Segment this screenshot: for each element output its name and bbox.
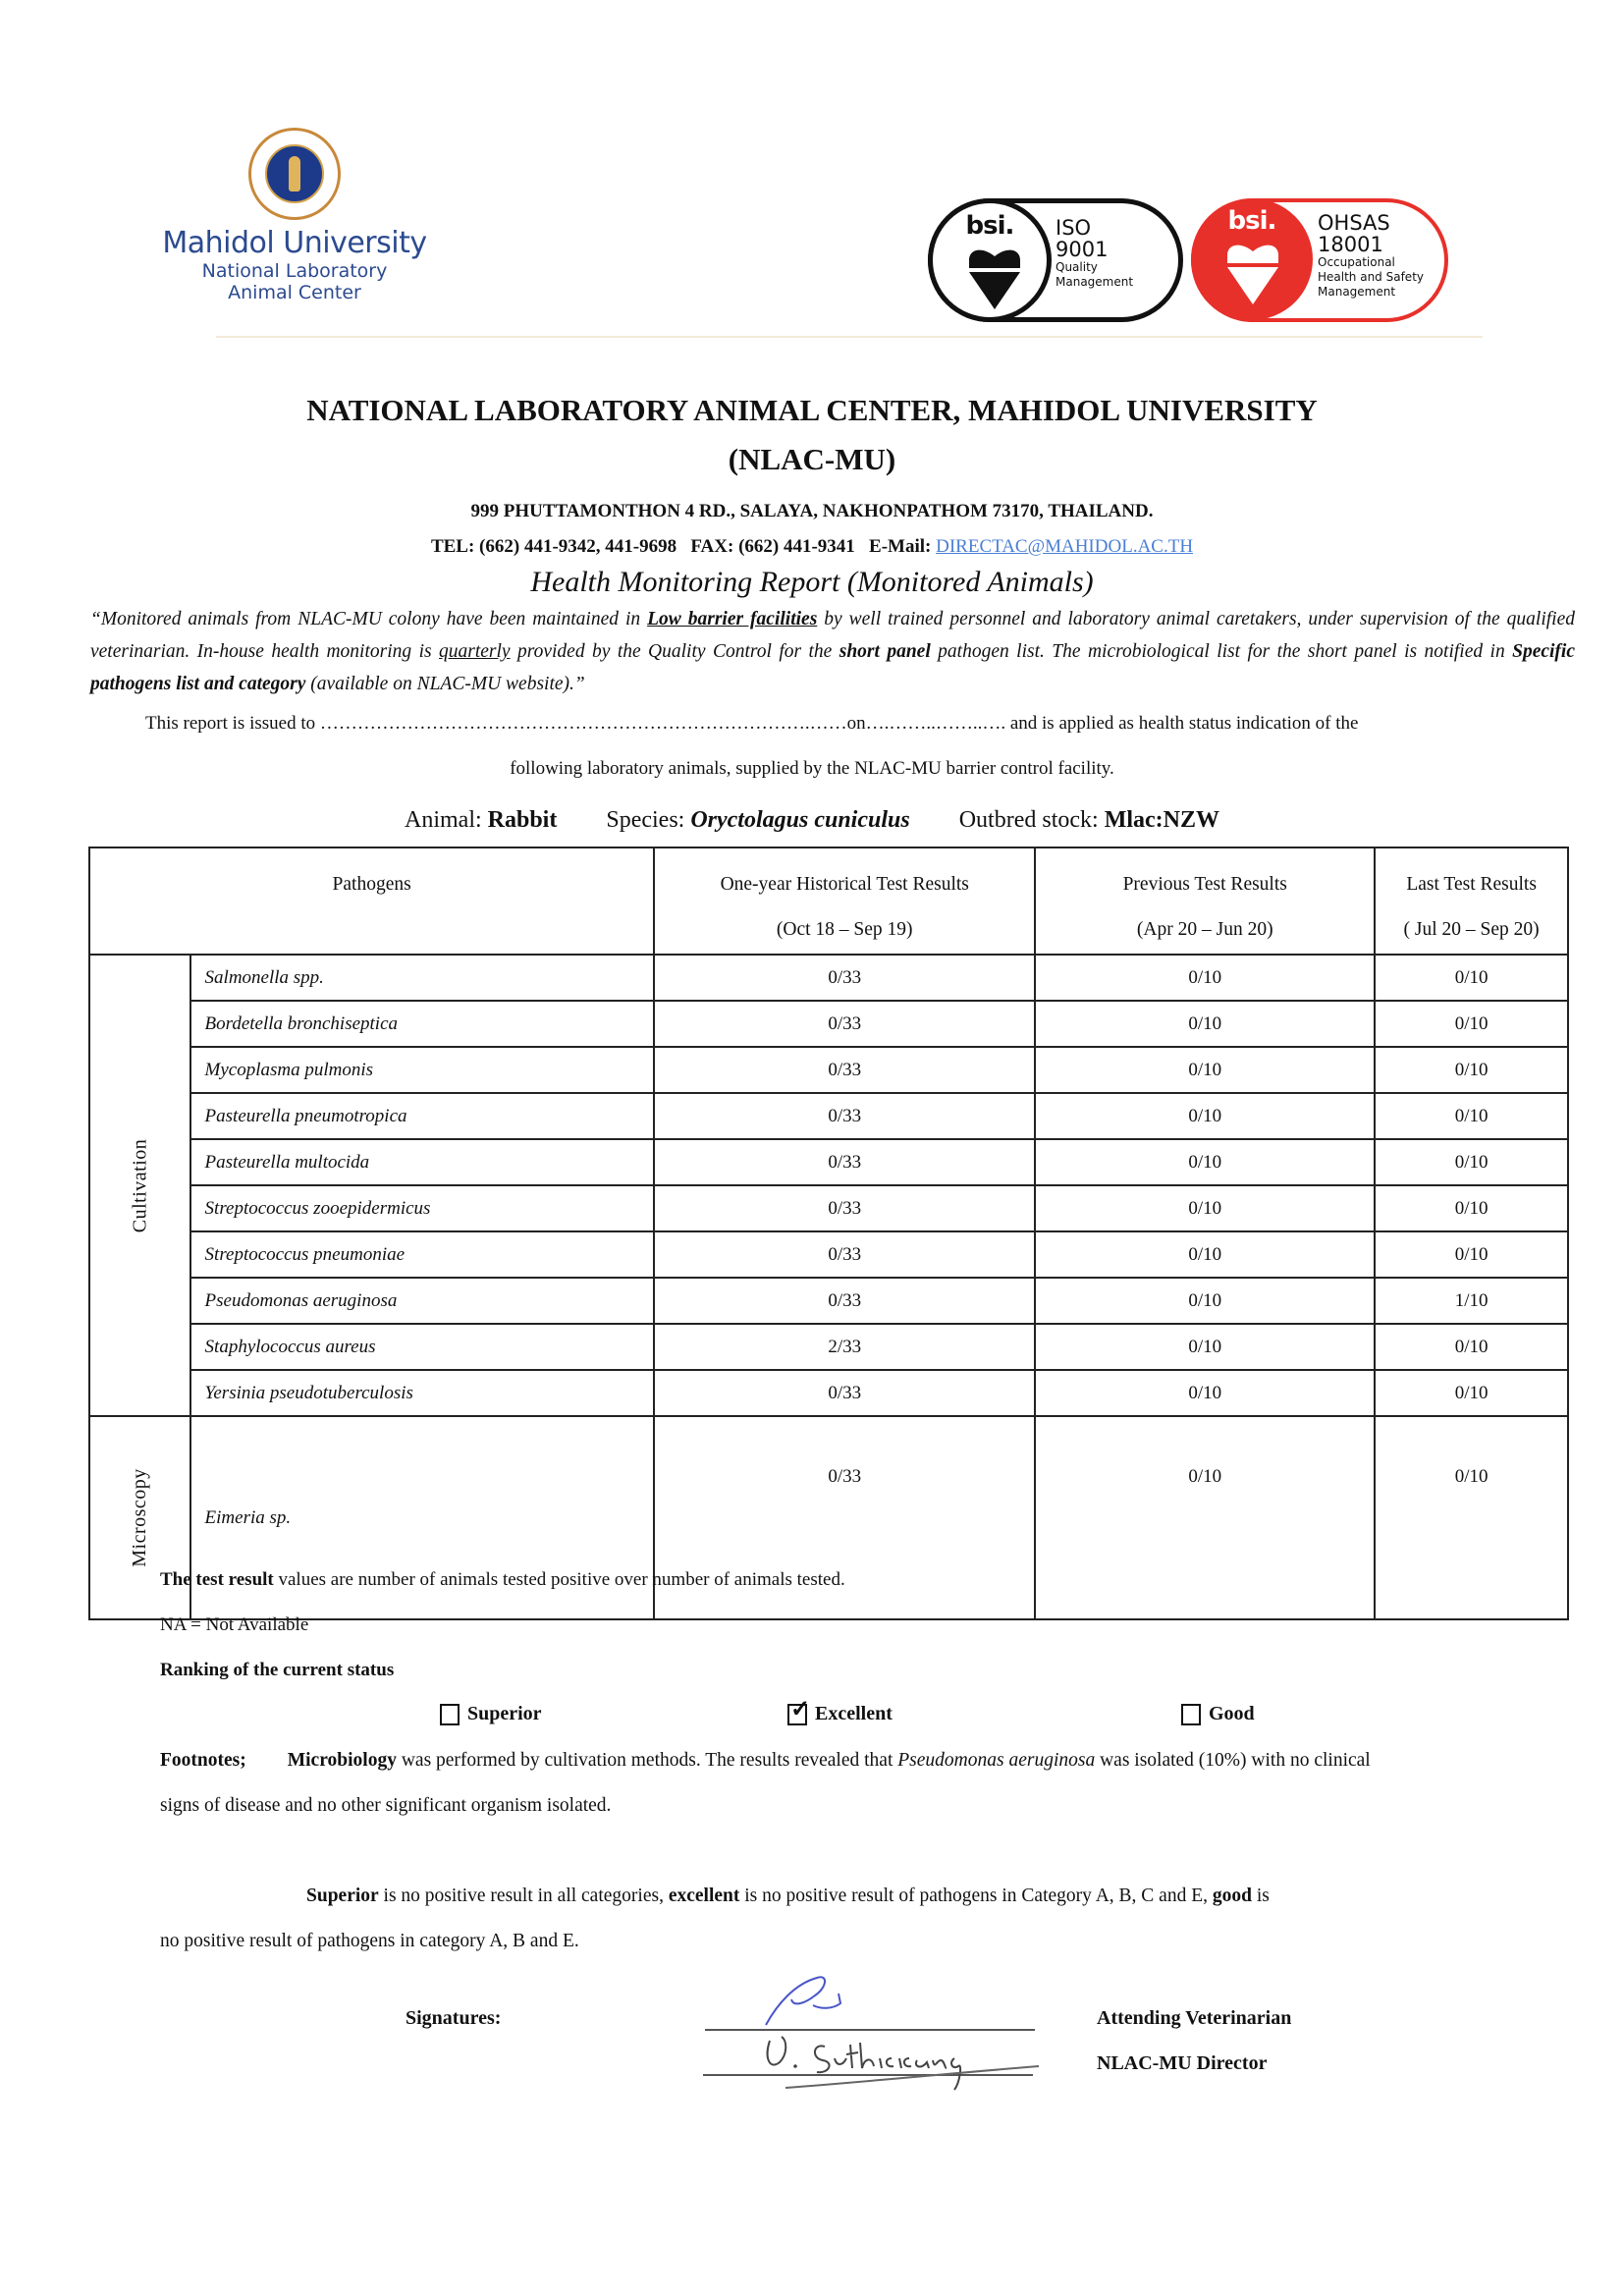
historical-result: 0/33 <box>654 1278 1035 1324</box>
previous-result: 0/10 <box>1035 1278 1375 1324</box>
table-row <box>89 1047 1568 1093</box>
issued-to-line: This report is issued to …………………………………………………………………….……on….……..……..…. and is applied as health status indication of the <box>145 713 1359 734</box>
last-result: 0/10 <box>1375 1231 1568 1278</box>
org-title: NATIONAL LABORATORY ANIMAL CENTER, MAHIDOL UNIVERSITY <box>306 393 1318 427</box>
intro-text: by well trained personnel and laboratory animal caretakers, under supervision of the qualified veterinarian. In-house health monitoring is <box>90 609 1575 662</box>
signature-role-veterinarian: Attending Veterinarian <box>1097 2007 1292 2029</box>
ranking-definitions: Superior is no positive result in all categories, excellent is no positive result of pathogens in Category A, B, C and E, good is <box>306 1886 1270 1906</box>
ranking-superior-checkbox[interactable] <box>440 1703 542 1725</box>
last-result: 0/10 <box>1375 1093 1568 1139</box>
issued-following-line: following laboratory animals, supplied by the NLAC-MU barrier control facility. <box>510 758 1114 779</box>
bsi-brand: bsi. <box>1227 206 1276 236</box>
historical-result: 0/33 <box>654 1001 1035 1047</box>
ohsas-standard: OHSAS <box>1318 211 1390 235</box>
checkbox-checked-icon: ✓ <box>787 1704 807 1725</box>
last-result: 0/10 <box>1375 1185 1568 1231</box>
bsi-brand: bsi. <box>965 211 1014 241</box>
org-abbreviation: (NLAC-MU) <box>728 442 896 476</box>
pathogen-name: Bordetella bronchiseptica <box>190 1001 655 1047</box>
stock-value: Mlac:NZW <box>1104 807 1219 833</box>
intro-frequency: quarterly <box>439 641 511 662</box>
previous-result: 0/10 <box>1035 1416 1375 1619</box>
last-result: 0/10 <box>1375 1139 1568 1185</box>
species-label: Species: <box>606 807 691 833</box>
stock-label: Outbred stock: <box>958 807 1105 833</box>
iso-desc-1: Quality <box>1056 260 1098 274</box>
pathogen-name: Eimeria sp. <box>190 1416 655 1619</box>
report-title: Health Monitoring Report (Monitored Animals) <box>530 566 1094 598</box>
signature-role-director: NLAC-MU Director <box>1097 2052 1268 2074</box>
last-result: 0/10 <box>1375 1370 1568 1416</box>
historical-result: 0/33 <box>654 1231 1035 1278</box>
iso-standard: ISO <box>1056 216 1092 240</box>
previous-result: 0/10 <box>1035 1231 1375 1278</box>
checkbox-empty-icon <box>1181 1704 1201 1725</box>
intro-text: (available on NLAC-MU website).” <box>305 674 585 694</box>
test-results-table <box>88 847 1569 1620</box>
intro-list-name: Specific pathogens list and category <box>90 641 1575 694</box>
previous-result: 0/10 <box>1035 1324 1375 1370</box>
email-link[interactable]: DIRECTAC@MAHIDOL.AC.TH <box>936 536 1194 557</box>
previous-result: 0/10 <box>1035 1185 1375 1231</box>
last-result: 0/10 <box>1375 1416 1568 1619</box>
contact-numbers: TEL: (662) 441-9342, 441-9698 FAX: (662) 441-9341 E-Mail: <box>430 536 937 557</box>
pathogen-name: Pseudomonas aeruginosa <box>190 1278 655 1324</box>
ohsas-desc-1: Occupational <box>1318 255 1395 269</box>
university-name: Mahidol University <box>162 226 427 260</box>
previous-result: 0/10 <box>1035 955 1375 1001</box>
last-result: 1/10 <box>1375 1278 1568 1324</box>
ohsas-desc-2: Health and Safety <box>1318 270 1424 284</box>
table-row <box>89 1370 1568 1416</box>
historical-result: 0/33 <box>654 1185 1035 1231</box>
ranking-label: Excellent <box>815 1703 893 1724</box>
na-note: NA = Not Available <box>160 1614 309 1635</box>
intro-text: pathogen list. The microbiological list for the short panel is notified in <box>930 641 1513 662</box>
center-name-line1: National Laboratory <box>201 260 388 282</box>
table-row <box>89 1139 1568 1185</box>
category-cultivation: Cultivation <box>89 955 190 1416</box>
header-historical: One-year Historical Test Results (Oct 18 – Sep 19) <box>654 847 1035 955</box>
table-row <box>89 1001 1568 1047</box>
pathogen-name: Pasteurella pneumotropica <box>190 1093 655 1139</box>
species-value: Oryctolagus cuniculus <box>690 807 910 833</box>
historical-result: 0/33 <box>654 1416 1035 1619</box>
table-row <box>89 1324 1568 1370</box>
handwritten-signature <box>727 1964 1060 2092</box>
pathogen-name: Salmonella spp. <box>190 955 655 1001</box>
pathogen-name: Yersinia pseudotuberculosis <box>190 1370 655 1416</box>
intro-paragraph <box>90 603 1575 700</box>
last-result: 0/10 <box>1375 1001 1568 1047</box>
bsi-kitemark-icon <box>965 246 1024 311</box>
last-result: 0/10 <box>1375 1047 1568 1093</box>
table-row <box>89 955 1568 1001</box>
historical-result: 2/33 <box>654 1324 1035 1370</box>
historical-result: 0/33 <box>654 1370 1035 1416</box>
table-row <box>89 1231 1568 1278</box>
historical-result: 0/33 <box>654 1047 1035 1093</box>
pathogen-name: Pasteurella multocida <box>190 1139 655 1185</box>
intro-text: “Monitored animals from NLAC-MU colony have been maintained in <box>90 609 648 629</box>
org-contact <box>0 536 1624 558</box>
historical-result: 0/33 <box>654 1139 1035 1185</box>
previous-result: 0/10 <box>1035 1139 1375 1185</box>
ohsas-18001-badge <box>1191 198 1448 322</box>
table-row <box>89 1185 1568 1231</box>
animal-label: Animal: <box>405 807 488 833</box>
previous-result: 0/10 <box>1035 1370 1375 1416</box>
bsi-kitemark-icon <box>1223 242 1282 306</box>
footnotes-line2: signs of disease and no other significant organism isolated. <box>160 1795 612 1816</box>
iso-desc-2: Management <box>1056 275 1134 289</box>
table-row <box>89 1278 1568 1324</box>
previous-result: 0/10 <box>1035 1001 1375 1047</box>
iso-number: 9001 <box>1056 238 1109 261</box>
mahidol-university-logo <box>147 128 442 303</box>
animal-info <box>0 807 1624 834</box>
pathogen-name: Staphylococcus aureus <box>190 1324 655 1370</box>
header-last: Last Test Results ( Jul 20 – Sep 20) <box>1375 847 1568 955</box>
iso-9001-badge <box>928 198 1183 322</box>
org-address: 999 PHUTTAMONTHON 4 RD., SALAYA, NAKHONPATHOM 73170, THAILAND. <box>470 501 1154 521</box>
intro-text: provided by the Quality Control for the <box>510 641 839 662</box>
checkbox-empty-icon <box>440 1704 460 1725</box>
header-divider <box>216 336 1483 338</box>
historical-result: 0/33 <box>654 955 1035 1001</box>
ohsas-desc-3: Management <box>1318 285 1396 299</box>
ranking-definitions-line2: no positive result of pathogens in category A, B and E. <box>160 1931 579 1951</box>
pathogen-name: Streptococcus pneumoniae <box>190 1231 655 1278</box>
center-name-line2: Animal Center <box>228 282 361 303</box>
ranking-good-checkbox[interactable] <box>1181 1703 1255 1725</box>
ranking-title: Ranking of the current status <box>160 1660 395 1680</box>
footnotes: Footnotes; Microbiology was performed by cultivation methods. The results revealed that Pseudomonas aeruginosa was isolated (10%) with no clinical <box>160 1750 1371 1771</box>
animal-value: Rabbit <box>487 807 558 833</box>
previous-result: 0/10 <box>1035 1093 1375 1139</box>
table-header-row <box>89 847 1568 955</box>
header-previous: Previous Test Results (Apr 20 – Jun 20) <box>1035 847 1375 955</box>
pathogen-name: Streptococcus zooepidermicus <box>190 1185 655 1231</box>
signatures-label: Signatures: <box>406 2007 502 2029</box>
intro-facility-type: Low barrier facilities <box>647 609 818 629</box>
last-result: 0/10 <box>1375 955 1568 1001</box>
university-seal-icon <box>248 128 341 220</box>
ranking-excellent-checkbox[interactable] <box>787 1696 893 1725</box>
test-result-note: The test result values are number of animals tested positive over number of animals tested. <box>160 1569 845 1590</box>
last-result: 0/10 <box>1375 1324 1568 1370</box>
pathogen-name: Mycoplasma pulmonis <box>190 1047 655 1093</box>
intro-panel: short panel <box>839 641 931 662</box>
previous-result: 0/10 <box>1035 1047 1375 1093</box>
ranking-label: Good <box>1209 1703 1255 1724</box>
category-microscopy: Microscopy <box>89 1416 190 1619</box>
table-row <box>89 1093 1568 1139</box>
ranking-label: Superior <box>467 1703 542 1724</box>
historical-result: 0/33 <box>654 1093 1035 1139</box>
ohsas-number: 18001 <box>1318 233 1383 256</box>
header-pathogens: Pathogens <box>89 847 654 955</box>
